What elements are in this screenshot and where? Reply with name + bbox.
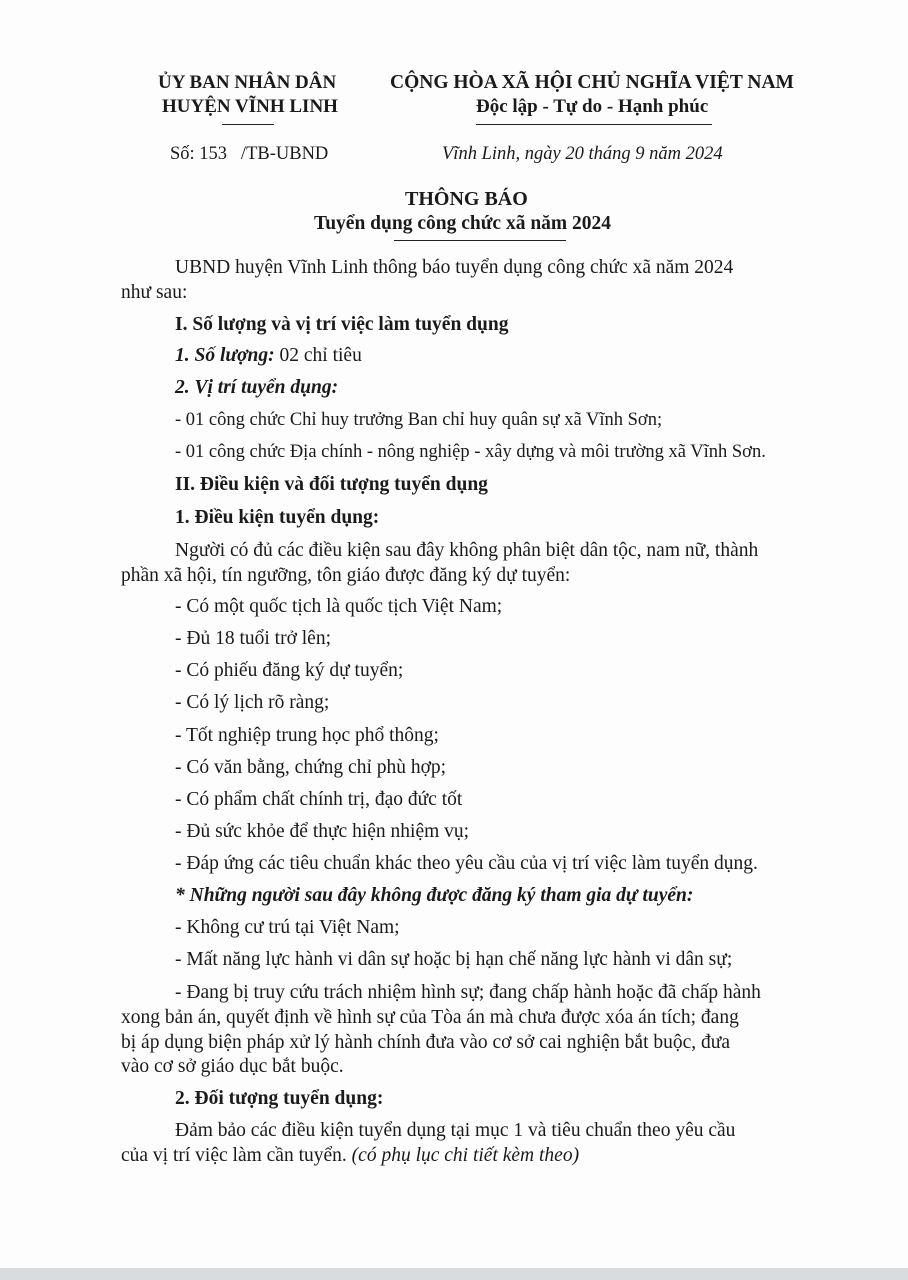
position-item: - 01 công chức Chỉ huy trưởng Ban chỉ huy quân sự xã Vĩnh Sơn; bbox=[175, 410, 663, 430]
conditions-heading: 1. Điều kiện tuyển dụng: bbox=[175, 507, 380, 528]
national-title: CỘNG HÒA XÃ HỘI CHỦ NGHĨA VIỆT NAM bbox=[390, 72, 794, 93]
condition-item: - Có lý lịch rõ ràng; bbox=[175, 692, 330, 713]
excluded-long-line: - Đang bị truy cứu trách nhiệm hình sự; đang chấp hành hoặc đã chấp hành bbox=[175, 982, 761, 1003]
position-heading: 2. Vị trí tuyển dụng: bbox=[175, 377, 339, 398]
excluded-long-line: vào cơ sở giáo dục bắt buộc. bbox=[121, 1056, 344, 1077]
quantity-value: 02 chỉ tiêu bbox=[274, 345, 362, 366]
notice-subject: Tuyển dụng công chức xã năm 2024 bbox=[314, 213, 612, 234]
target-line2-text: của vị trí việc làm cần tuyển. bbox=[121, 1145, 352, 1166]
notice-title: THÔNG BÁO bbox=[405, 188, 528, 210]
agency-name-line1: ỦY BAN NHÂN DÂN bbox=[158, 72, 337, 93]
intro-line1: UBND huyện Vĩnh Linh thông báo tuyển dụng công chức xã năm 2024 bbox=[175, 257, 734, 278]
target-line1: Đảm bảo các điều kiện tuyển dụng tại mục 1 và tiêu chuẩn theo yêu cầu bbox=[175, 1120, 736, 1141]
conditions-intro-line1: Người có đủ các điều kiện sau đây không phân biệt dân tộc, nam nữ, thành bbox=[175, 540, 759, 561]
excluded-item: - Không cư trú tại Việt Nam; bbox=[175, 917, 400, 938]
agency-name-line2: HUYỆN VĨNH LINH bbox=[162, 96, 338, 117]
section2-heading: II. Điều kiện và đối tượng tuyển dụng bbox=[175, 474, 488, 495]
condition-item: - Đáp ứng các tiêu chuẩn khác theo yêu cầu của vị trí việc làm tuyển dụng. bbox=[175, 853, 758, 874]
excluded-heading: * Những người sau đây không được đăng ký tham gia dự tuyển: bbox=[175, 885, 694, 906]
conditions-intro-line2: phần xã hội, tín ngưỡng, tôn giáo được đăng ký dự tuyển: bbox=[121, 565, 571, 586]
national-motto: Độc lập - Tự do - Hạnh phúc bbox=[476, 96, 709, 117]
position-item: - 01 công chức Địa chính - nông nghiệp - xây dựng và môi trường xã Vĩnh Sơn. bbox=[175, 442, 766, 462]
condition-item: - Tốt nghiệp trung học phổ thông; bbox=[175, 725, 439, 746]
subject-underline bbox=[394, 240, 566, 241]
condition-item: - Đủ 18 tuổi trở lên; bbox=[175, 628, 331, 649]
place-date: Vĩnh Linh, ngày 20 tháng 9 năm 2024 bbox=[442, 144, 723, 164]
agency-underline bbox=[222, 124, 274, 125]
quantity-label: 1. Số lượng: bbox=[175, 345, 275, 366]
target-heading: 2. Đối tượng tuyển dụng: bbox=[175, 1088, 384, 1109]
condition-item: - Có phẩm chất chính trị, đạo đức tốt bbox=[175, 789, 463, 810]
motto-underline bbox=[476, 124, 712, 125]
condition-item: - Có văn bằng, chứng chỉ phù hợp; bbox=[175, 757, 447, 778]
condition-item: - Có một quốc tịch là quốc tịch Việt Nam; bbox=[175, 596, 503, 617]
excluded-item: - Mất năng lực hành vi dân sự hoặc bị hạn chế năng lực hành vi dân sự; bbox=[175, 949, 733, 970]
document-number: Số: 153 /TB-UBND bbox=[170, 144, 329, 164]
excluded-long-line: bị áp dụng biện pháp xử lý hành chính đưa vào cơ sở cai nghiện bắt buộc, đưa bbox=[121, 1032, 731, 1053]
section1-heading: I. Số lượng và vị trí việc làm tuyển dụng bbox=[175, 314, 509, 335]
condition-item: - Có phiếu đăng ký dự tuyển; bbox=[175, 660, 404, 681]
excluded-long-line: xong bản án, quyết định về hình sự của Tòa án mà chưa được xóa án tích; đang bbox=[121, 1007, 739, 1028]
target-line2 bbox=[121, 1145, 579, 1167]
intro-line2: như sau: bbox=[121, 282, 188, 303]
condition-item: - Đủ sức khỏe để thực hiện nhiệm vụ; bbox=[175, 821, 470, 842]
appendix-note: (có phụ lục chi tiết kèm theo) bbox=[351, 1145, 580, 1166]
quantity-line bbox=[175, 345, 362, 367]
bottom-bar bbox=[0, 1268, 908, 1280]
